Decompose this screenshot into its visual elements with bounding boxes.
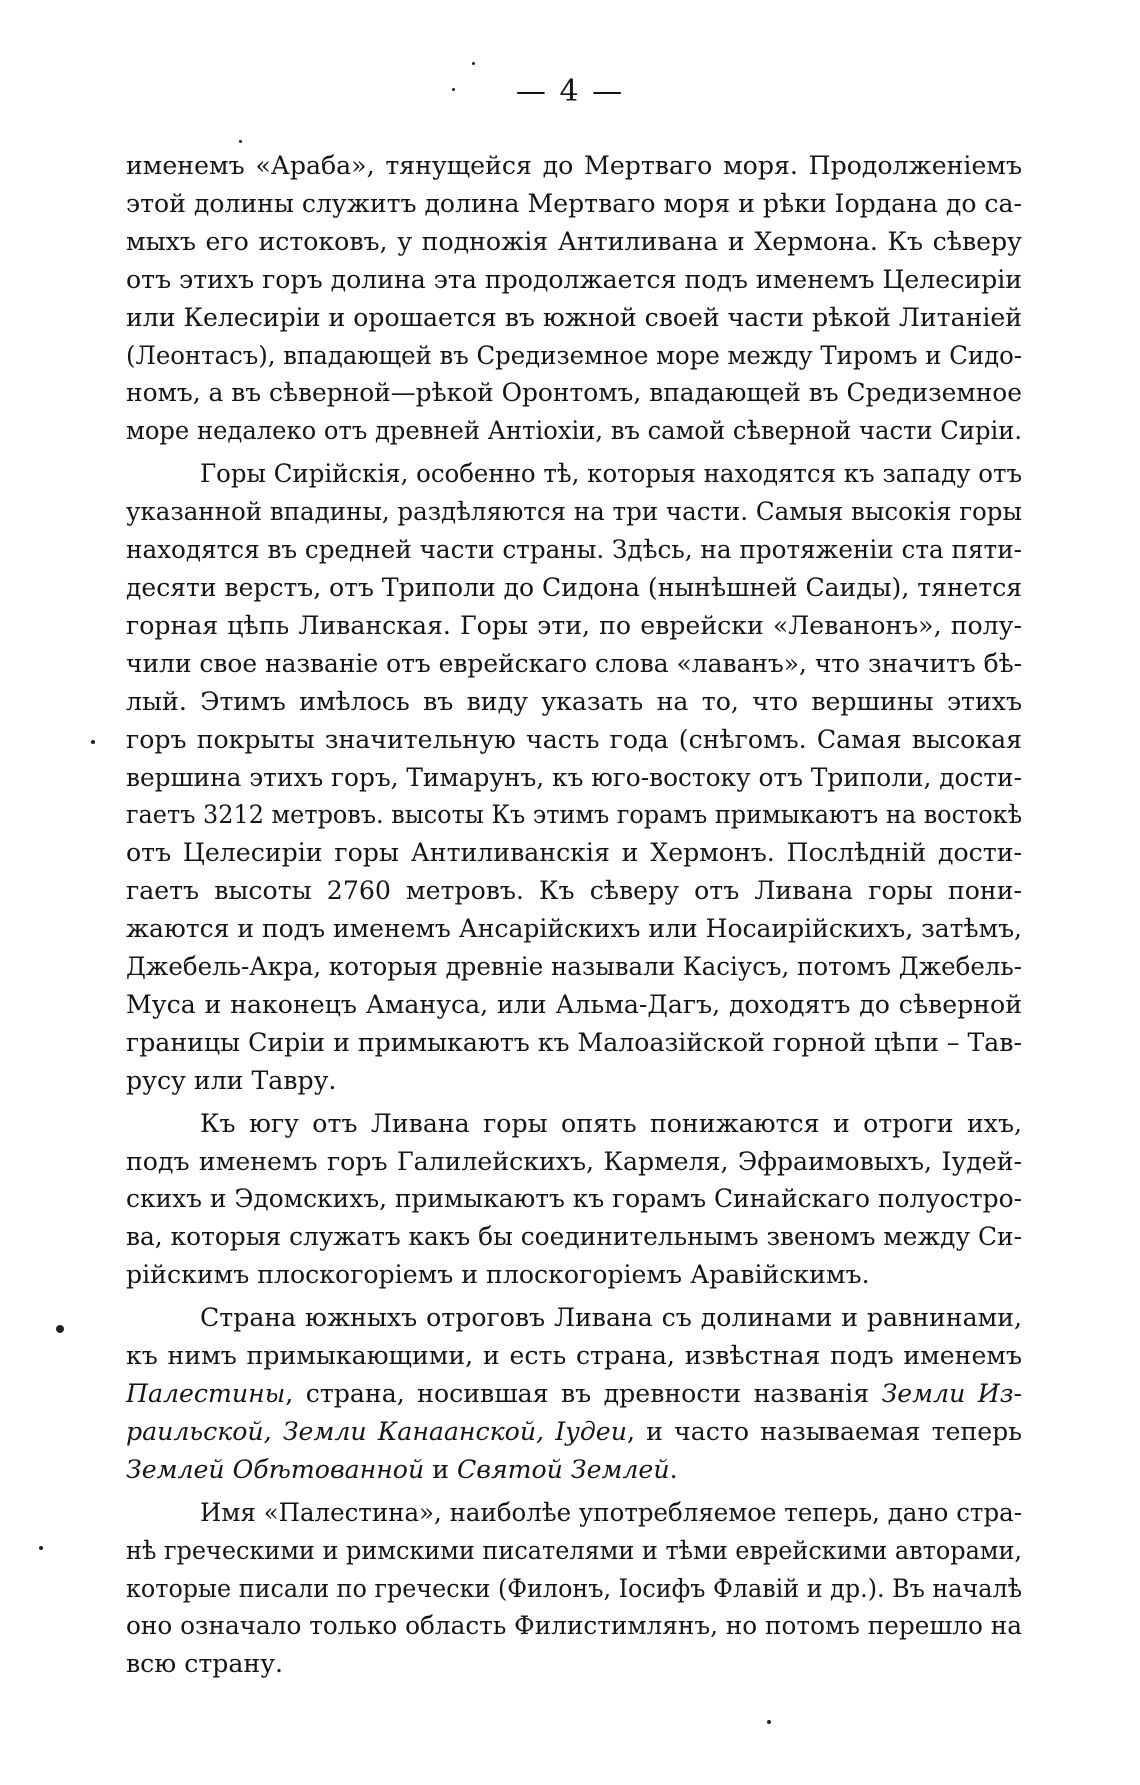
text-line: [126, 337, 1022, 375]
body-text: [126, 147, 1022, 1683]
text-line: [126, 1645, 1022, 1683]
paragraph: [126, 1105, 1022, 1295]
text-line: [126, 1218, 1022, 1256]
paragraph: [126, 1299, 1022, 1489]
text-segment: оно означало только область Филистимлянъ, но потомъ перешло на: [126, 1611, 1022, 1641]
text-line: [126, 1375, 1022, 1413]
text-segment: Горы Сирійскія, особенно тѣ, которыя находятся къ западу отъ: [200, 459, 1023, 489]
text-segment: къ нимъ примыкающими, и есть страна, извѣстная подъ именемъ: [126, 1341, 1022, 1371]
text-line: [126, 1570, 1022, 1608]
text-segment: , страна, носившая въ древности названія: [285, 1379, 882, 1408]
text-segment: жаются и подъ именемъ Ансарійскихъ или Носаирійскихъ, затѣмъ,: [126, 914, 1022, 944]
text-line: [126, 412, 1022, 450]
scan-speck: [39, 1546, 43, 1550]
text-line: [126, 185, 1022, 223]
text-line: [126, 645, 1022, 683]
text-segment: Имя «Палестина», наиболѣе употребляемое теперь, дано стра-: [200, 1497, 1022, 1527]
text-segment: отъ этихъ горъ долина эта продолжается подъ именемъ Целесиріи: [126, 264, 1023, 294]
italic-text: Земли Из-: [881, 1379, 1022, 1408]
text-segment: рійскимъ плоскогоріемъ и плоскогоріемъ Аравійскимъ.: [126, 1260, 870, 1290]
text-line: [126, 1299, 1022, 1337]
text-line: [126, 1180, 1022, 1218]
italic-text: Палестины: [126, 1379, 286, 1408]
text-segment: этой долины служитъ долина Мертваго моря и рѣки Іордана до са-: [126, 188, 1022, 218]
text-segment: (Леонтасъ), впадающей въ Средиземное море между Тиромъ и Сидо-: [126, 340, 1023, 370]
text-line: [126, 948, 1022, 986]
text-segment: которые писали по гречески (Филонъ, Іосифъ Флавій и др.). Въ началѣ: [126, 1573, 1023, 1603]
text-line: [126, 455, 1022, 493]
text-segment: Муса и наконецъ Амануса, или Альма-Дагъ, доходятъ до сѣверной: [126, 989, 1022, 1019]
text-segment: русу или Тавру.: [126, 1065, 337, 1095]
text-segment: горная цѣпь Ливанская. Горы эти, по еврейски «Леванонъ», полу-: [126, 610, 1022, 640]
text-line: [126, 721, 1022, 759]
text-line: [126, 1451, 1022, 1489]
scan-speck: [472, 62, 475, 65]
page-number: — 4 —: [515, 74, 625, 109]
paragraph: [126, 455, 1022, 1099]
text-line: [126, 1143, 1022, 1181]
text-segment: номъ, а въ сѣверной—рѣкой Оронтомъ, впадающей въ Средиземное: [126, 378, 1023, 408]
text-line: [126, 569, 1022, 607]
text-segment: Джебель-Акра, которыя древніе называли Касіусъ, потомъ Джебель-: [126, 952, 1023, 982]
text-segment: горъ покрыты значительную часть года (снѣгомъ. Самая высокая: [126, 724, 1022, 754]
text-line: [126, 1105, 1022, 1143]
text-segment: скихъ и Эдомскихъ, примыкаютъ къ горамъ Синайскаго полуостро-: [126, 1184, 1023, 1214]
text-segment: чили свое названіе отъ еврейскаго слова «лаванъ», что значитъ бѣ-: [126, 648, 1023, 678]
text-line: [126, 299, 1022, 337]
text-segment: нѣ греческими и римскими писателями и тѣми еврейскими авторами,: [126, 1535, 1023, 1565]
text-line: [126, 910, 1022, 948]
text-segment: вершина этихъ горъ, Тимарунъ, къ юго-востоку отъ Триполи, дости-: [126, 762, 1022, 792]
italic-text: раильской, Земли Канаанской, Іудеи: [126, 1416, 627, 1446]
text-segment: .: [669, 1454, 678, 1484]
text-segment: указанной впадины, раздѣляются на три части. Самыя высокія горы: [126, 497, 1022, 527]
text-line: [126, 834, 1022, 872]
text-segment: ва, которыя служатъ какъ бы соединительнымъ звеномъ между Си-: [126, 1222, 1022, 1252]
text-line: [126, 1413, 1022, 1451]
text-line: [126, 1494, 1022, 1532]
text-line: [126, 1532, 1022, 1570]
text-line: [126, 374, 1022, 412]
text-segment: Страна южныхъ отроговъ Ливана съ долинами и равнинами,: [200, 1303, 1022, 1333]
text-segment: подъ именемъ горъ Галилейскихъ, Кармеля, Эфраимовыхъ, Іудей-: [126, 1146, 1022, 1176]
text-segment: лый. Этимъ имѣлось въ виду указать на то, что вершины этихъ: [126, 686, 1022, 716]
text-segment: границы Сиріи и примыкаютъ къ Малоазійской горной цѣпи – Тав-: [126, 1027, 1022, 1057]
text-segment: именемъ «Араба», тянущейся до Мертваго моря. Продолженіемъ: [126, 151, 1022, 180]
text-line: [126, 759, 1022, 797]
scan-speck: [56, 1325, 64, 1333]
text-line: [126, 1024, 1022, 1062]
text-line: [126, 147, 1022, 185]
text-segment: Къ югу отъ Ливана горы опять понижаются и отроги ихъ,: [200, 1108, 1022, 1138]
text-line: [126, 531, 1022, 569]
italic-text: Землей Обѣтованной: [126, 1454, 425, 1484]
text-segment: гаетъ 3212 метровъ. высоты Къ этимъ горамъ примыкаютъ на востокѣ: [126, 800, 1023, 830]
text-segment: находятся въ средней части страны. Здѣсь, на протяженіи ста пяти-: [126, 535, 1022, 565]
text-segment: отъ Целесиріи горы Антиливанскія и Хермонъ. Послѣдній дости-: [126, 838, 1022, 868]
scan-speck: [767, 1720, 771, 1724]
text-segment: всю страну.: [126, 1649, 284, 1679]
text-line: [126, 796, 1022, 834]
text-segment: десяти верстъ, отъ Триполи до Сидона (нынѣшней Саиды), тянется: [126, 572, 1023, 602]
text-line: [126, 1256, 1022, 1294]
paragraph: [126, 1494, 1022, 1684]
text-line: [126, 986, 1022, 1024]
scan-speck: [239, 140, 242, 143]
text-line: [126, 261, 1022, 299]
text-segment: гаетъ высоты 2760 метровъ. Къ сѣверу отъ Ливана горы пони-: [126, 876, 1022, 906]
text-segment: мыхъ его истоковъ, у подножія Антиливана и Хермона. Къ сѣверу: [126, 226, 1022, 256]
scan-speck: [452, 88, 455, 91]
text-segment: и: [424, 1454, 458, 1484]
text-line: [126, 872, 1022, 910]
text-line: [126, 1337, 1022, 1375]
text-line: [126, 493, 1022, 531]
italic-text: Святой Землей: [457, 1454, 670, 1484]
text-segment: , и часто называемая теперь: [626, 1416, 1022, 1446]
paragraph: [126, 147, 1022, 450]
text-line: [126, 1062, 1022, 1100]
text-line: [126, 223, 1022, 261]
text-line: [126, 683, 1022, 721]
text-segment: море недалеко отъ древней Антіохіи, въ самой сѣверной части Сиріи.: [126, 416, 1023, 446]
scan-speck: [91, 740, 95, 744]
text-segment: или Келесиріи и орошается въ южной своей части рѣкой Литаніей: [126, 302, 1023, 332]
text-line: [126, 607, 1022, 645]
text-line: [126, 1607, 1022, 1645]
